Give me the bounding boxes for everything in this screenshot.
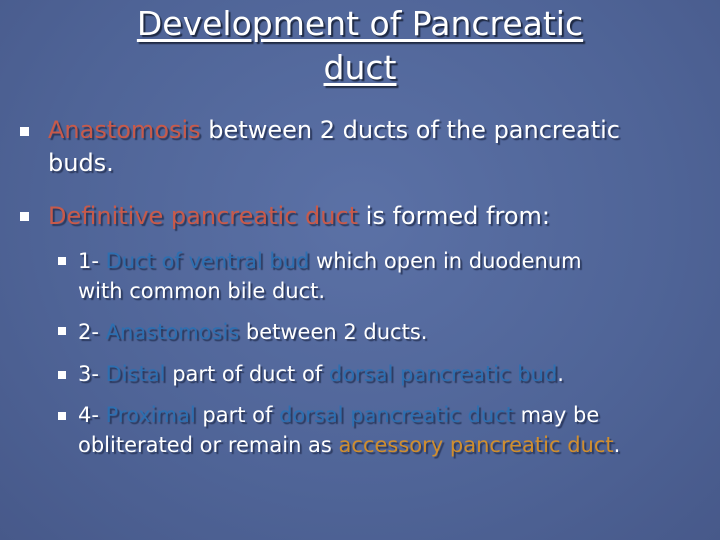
subpoint-3-highlight: Distal	[105, 362, 166, 386]
sub-bullet-icon	[58, 257, 66, 265]
title-line-1: Development of Pancreatic	[136, 4, 584, 43]
sub-bullet-icon	[58, 371, 66, 379]
bullet-icon	[20, 212, 29, 221]
subpoint-2-highlight: Anastomosis	[105, 320, 240, 344]
subpoint-3	[78, 359, 713, 389]
subpoint-3-prefix: 3-	[78, 362, 106, 386]
point-1-text: between 2 ducts of the pancreatic	[200, 116, 621, 144]
subpoint-4-line2-end: .	[613, 433, 621, 457]
subpoint-1-text-line2: with common bile duct.	[78, 279, 326, 303]
subpoint-4-highlight: Proximal	[105, 403, 196, 427]
subpoint-4-highlight-2: dorsal pancreatic duct	[279, 403, 514, 427]
subpoint-1-text: which open in duodenum	[309, 249, 582, 273]
subpoint-4-text: part of	[195, 403, 280, 427]
subpoint-1	[78, 246, 713, 306]
subpoint-3-highlight-2: dorsal pancreatic bud	[328, 362, 558, 386]
point-1	[48, 114, 713, 180]
subpoint-1-highlight: Duct of ventral bud	[105, 249, 310, 273]
sub-bullet-icon	[58, 327, 66, 335]
subpoint-4-line2-text: obliterated or remain as	[78, 433, 339, 457]
subpoint-2-prefix: 2-	[78, 320, 106, 344]
subpoint-4-prefix: 4-	[78, 403, 106, 427]
slide-title	[0, 2, 720, 90]
subpoint-2	[78, 317, 713, 347]
subpoint-4	[78, 400, 713, 460]
point-2	[48, 200, 713, 233]
subpoint-2-text: between 2 ducts.	[239, 320, 428, 344]
title-line-2: duct	[323, 48, 397, 87]
bullet-icon	[20, 127, 29, 136]
point-1-highlight: Anastomosis	[48, 116, 201, 144]
subpoint-1-prefix: 1-	[78, 249, 106, 273]
point-2-text: is formed from:	[358, 202, 550, 230]
subpoint-4-highlight-3: accessory pancreatic duct	[338, 433, 614, 457]
subpoint-3-text-end: .	[557, 362, 564, 386]
sub-bullet-icon	[58, 412, 66, 420]
point-2-highlight: Definitive pancreatic duct	[48, 202, 359, 230]
point-1-text-line2: buds.	[48, 149, 114, 177]
subpoint-3-text: part of duct of	[165, 362, 329, 386]
subpoint-4-text-mid: may be	[513, 403, 600, 427]
